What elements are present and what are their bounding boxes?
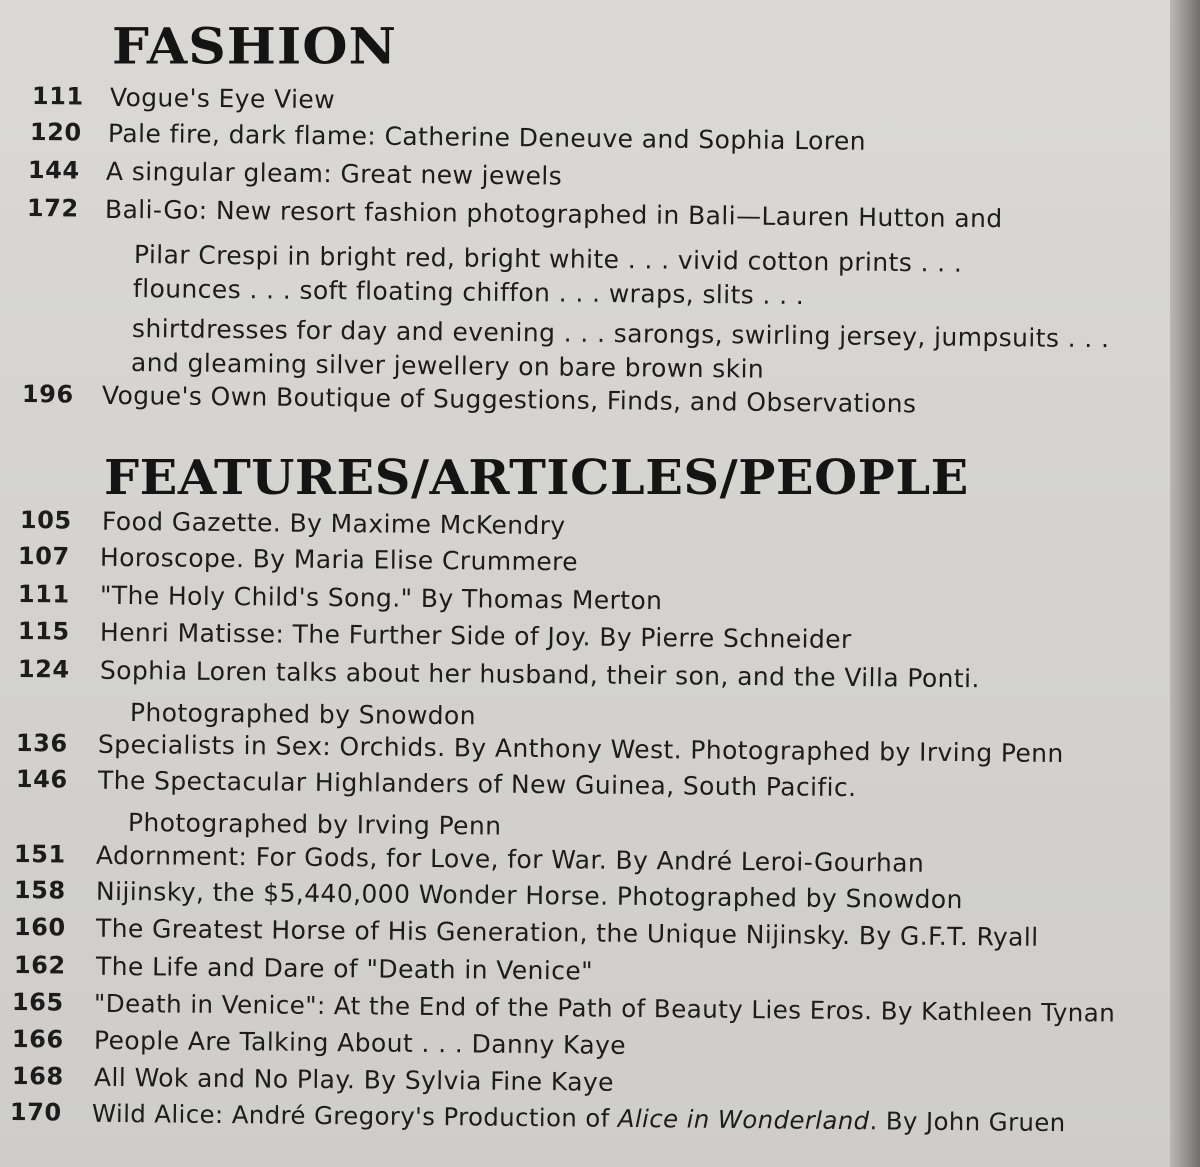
entry-title: Food Gazette. By Maxime McKendry [101, 506, 566, 541]
toc-entry [29, 118, 867, 156]
entry-continuation: flounces . . . soft floating chiffon . . . wraps, slits . . . [132, 274, 805, 311]
entry-title: Nijinsky, the $5,440,000 Wonder Horse. Photographed by Snowdon [95, 876, 963, 915]
entry-title: Bali-Go: New resort fashion photographed in Bali—Lauren Hutton and [104, 194, 1003, 234]
entry-continuation: Photographed by Snowdon [129, 698, 477, 731]
page-number: 172 [26, 194, 79, 223]
page-number: 136 [15, 729, 68, 758]
section-heading-features: FEATURES/ARTICLES/PEOPLE [104, 450, 969, 506]
toc-entry [15, 729, 1064, 769]
toc-entry [26, 194, 1003, 234]
toc-entry [13, 913, 1039, 952]
toc-entry [31, 82, 336, 115]
page-number: 165 [11, 988, 64, 1017]
entry-title: "Death in Venice": At the End of the Path of Beauty Lies Eros. By Kathleen Tynan [93, 988, 1116, 1028]
page-number: 111 [31, 82, 84, 111]
page-number: 105 [19, 506, 72, 535]
toc-entry [11, 988, 1116, 1028]
toc-entry [19, 506, 566, 541]
entry-title: All Wok and No Play. By Sylvia Fine Kaye [93, 1062, 615, 1097]
page-number: 170 [9, 1098, 62, 1127]
entry-title-part: Wild Alice: André Gregory's Production of [91, 1098, 618, 1133]
page-number: 107 [17, 542, 70, 571]
toc-entry [17, 580, 663, 616]
entry-continuation: shirtdresses for day and evening . . . sarongs, swirling jersey, jumpsuits . . . [131, 314, 1110, 354]
page-number: 146 [15, 765, 68, 794]
toc-entry [17, 542, 579, 577]
toc-entry [21, 380, 917, 419]
toc-entry [9, 1098, 1066, 1138]
entry-title: Vogue's Eye View [109, 82, 336, 115]
page-number: 120 [29, 118, 82, 147]
toc-entry [15, 765, 857, 803]
entry-title: Pale fire, dark flame: Catherine Deneuve and Sophia Loren [107, 118, 867, 156]
entry-title: "The Holy Child's Song." By Thomas Merton [99, 580, 663, 616]
entry-title: Specialists in Sex: Orchids. By Anthony West. Photographed by Irving Penn [97, 729, 1064, 769]
toc-entry [13, 840, 925, 878]
entry-continuation: Pilar Crespi in bright red, bright white . . . vivid cotton prints . . . [133, 240, 963, 278]
page-number: 111 [17, 580, 70, 609]
entry-continuation: and gleaming silver jewellery on bare brown skin [130, 348, 765, 384]
entry-title: People Are Talking About . . . Danny Kaye [93, 1025, 627, 1060]
entry-title: The Life and Dare of "Death in Venice" [95, 951, 594, 986]
entry-title: The Spectacular Highlanders of New Guinea, South Pacific. [97, 765, 857, 803]
entry-title: Henri Matisse: The Further Side of Joy. By Pierre Schneider [99, 617, 852, 655]
toc-entry [11, 1062, 615, 1097]
page-number: 151 [13, 840, 66, 869]
entry-title: Sophia Loren talks about her husband, their son, and the Villa Ponti. [99, 655, 980, 694]
page-number: 160 [13, 913, 66, 942]
page-number: 115 [17, 617, 70, 646]
entry-continuation: Photographed by Irving Penn [127, 808, 502, 841]
toc-entry [27, 156, 563, 191]
page-number: 124 [17, 655, 70, 684]
page-number: 158 [13, 876, 66, 905]
toc-entry [17, 617, 852, 655]
entry-title-italic: Alice in Wonderland [617, 1103, 870, 1136]
entry-title-part: . By John Gruen [869, 1106, 1066, 1138]
page-number: 144 [27, 156, 80, 185]
toc-entry [13, 951, 594, 986]
entry-title: A singular gleam: Great new jewels [105, 156, 563, 191]
entry-title: Vogue's Own Boutique of Suggestions, Finds, and Observations [101, 380, 917, 419]
entry-title: The Greatest Horse of His Generation, the Unique Nijinsky. By G.F.T. Ryall [95, 913, 1039, 952]
toc-entry [11, 1025, 627, 1060]
section-heading-fashion: FASHION [112, 18, 398, 76]
entry-title [92, 1099, 1066, 1137]
toc-entry [13, 876, 963, 915]
page-number: 162 [13, 951, 66, 980]
entry-title: Horoscope. By Maria Elise Crummere [99, 542, 579, 577]
page-edge-shadow [1170, 0, 1200, 1167]
toc-entry [17, 655, 980, 694]
page-number: 166 [11, 1025, 64, 1054]
page-number: 168 [11, 1062, 64, 1091]
page-number: 196 [21, 380, 74, 409]
entry-title: Adornment: For Gods, for Love, for War. By André Leroi-Gourhan [95, 840, 925, 878]
